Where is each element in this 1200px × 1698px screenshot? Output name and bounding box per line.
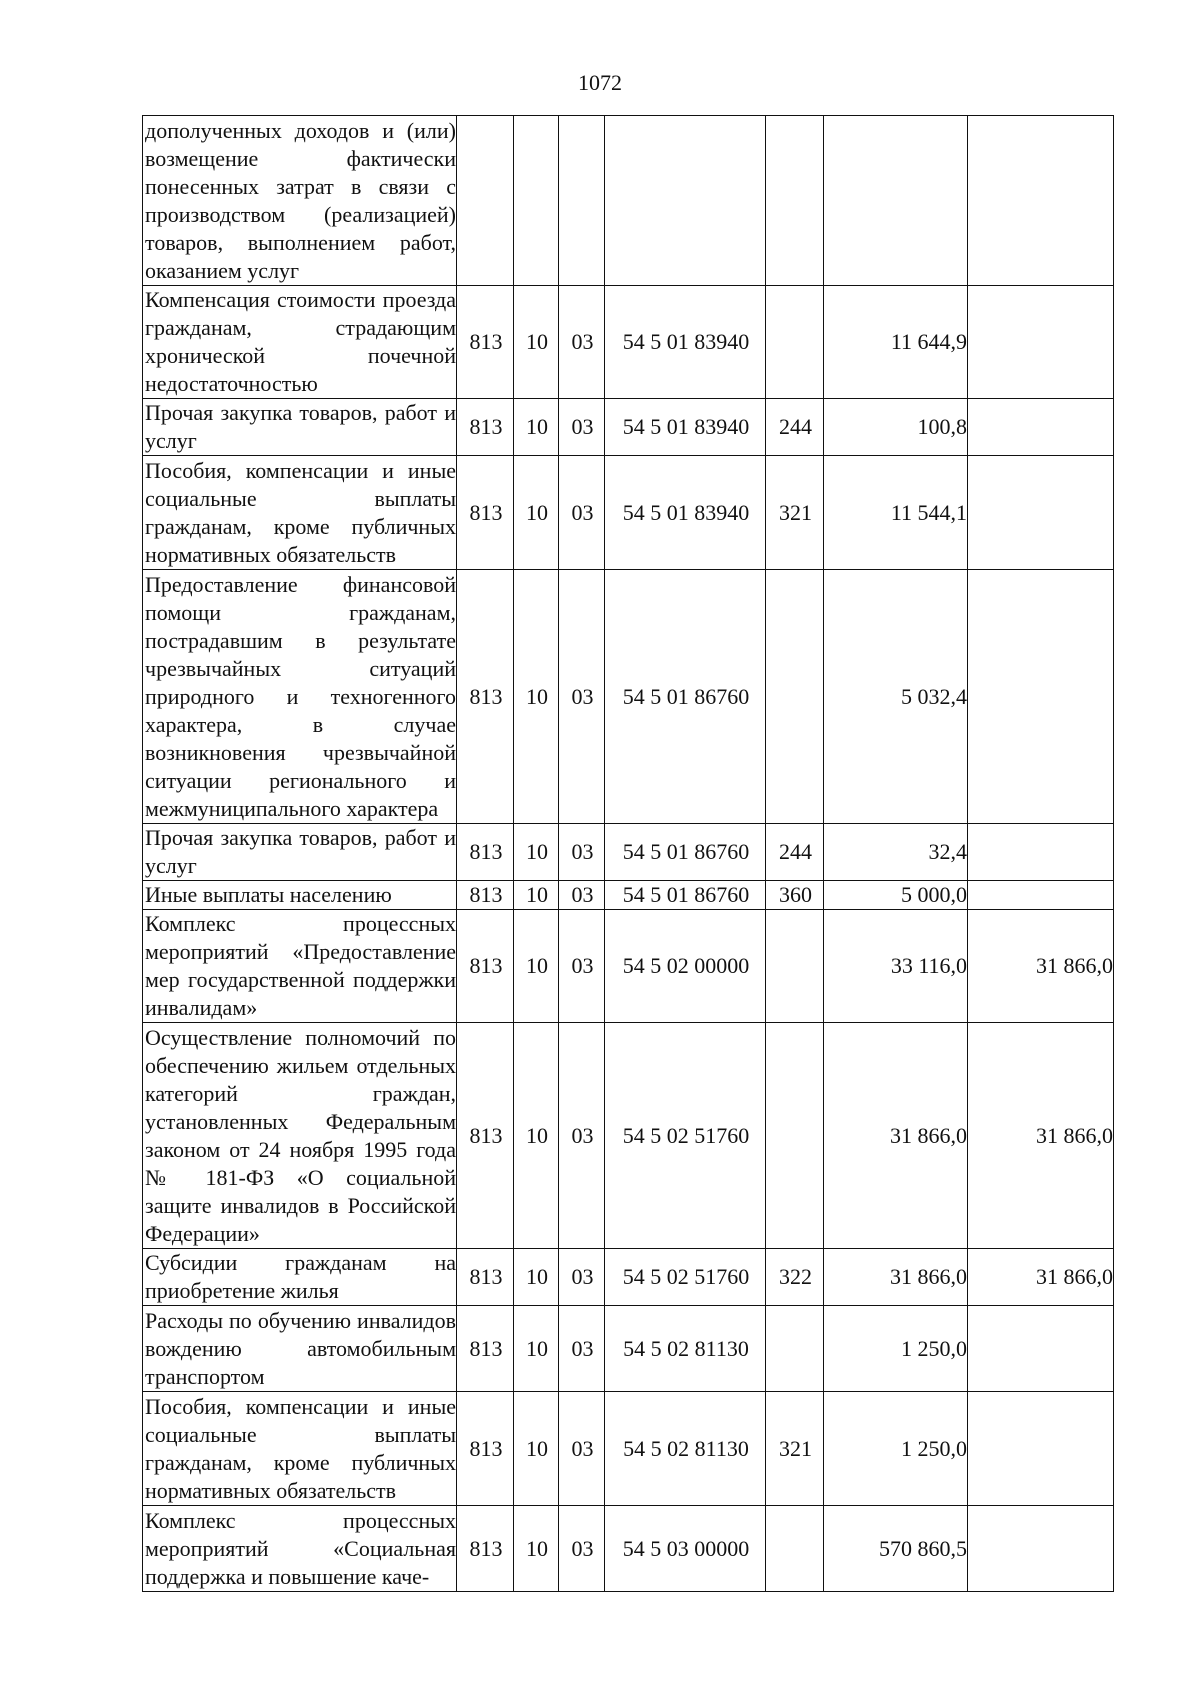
ministry-code-cell: 813 [457, 1306, 514, 1392]
expense-type-cell: 321 [766, 456, 824, 570]
ministry-code-cell: 813 [457, 1506, 514, 1592]
amount-cell: 5 032,4 [824, 570, 968, 824]
row-name-cell: Комплекс процессных мероприятий «Предоставление мер государственной поддержки инвалидам» [143, 910, 457, 1023]
amount-cell: 100,8 [824, 399, 968, 456]
expense-type-cell [766, 116, 824, 286]
target-article-cell: 54 5 01 83940 [605, 286, 766, 399]
amount-cell: 32,4 [824, 824, 968, 881]
row-name-cell: Пособия, компенсации и иные социальные выплаты гражданам, кроме публичных нормативных обязательств [143, 1392, 457, 1506]
amount-cell: 11 544,1 [824, 456, 968, 570]
target-article-cell: 54 5 02 81130 [605, 1306, 766, 1392]
expense-type-cell: 360 [766, 881, 824, 910]
expense-type-cell [766, 286, 824, 399]
subsection-code-cell: 03 [559, 456, 605, 570]
section-code-cell: 10 [514, 399, 559, 456]
row-name-cell: Прочая закупка товаров, работ и услуг [143, 824, 457, 881]
ministry-code-cell: 813 [457, 1023, 514, 1249]
ministry-code-cell: 813 [457, 399, 514, 456]
subsection-code-cell [559, 116, 605, 286]
subsection-code-cell: 03 [559, 1023, 605, 1249]
table-row [143, 910, 1114, 1023]
section-code-cell: 10 [514, 1392, 559, 1506]
subsection-code-cell: 03 [559, 1249, 605, 1306]
subsection-code-cell: 03 [559, 286, 605, 399]
section-code-cell: 10 [514, 910, 559, 1023]
table-row [143, 1392, 1114, 1506]
federal-amount-cell [968, 456, 1114, 570]
federal-amount-cell: 31 866,0 [968, 910, 1114, 1023]
section-code-cell: 10 [514, 1249, 559, 1306]
ministry-code-cell: 813 [457, 286, 514, 399]
table-row [143, 570, 1114, 824]
table-row [143, 881, 1114, 910]
section-code-cell: 10 [514, 286, 559, 399]
federal-amount-cell [968, 1306, 1114, 1392]
section-code-cell: 10 [514, 824, 559, 881]
ministry-code-cell: 813 [457, 456, 514, 570]
table-row [143, 1023, 1114, 1249]
row-name-cell: Предоставление финансовой помощи гражданам, пострадавшим в результате чрезвычайных ситуаций природного и техногенного характера, в случае возникновения чрезвычайной ситуации регионального и межмуниципального характера [143, 570, 457, 824]
target-article-cell: 54 5 03 00000 [605, 1506, 766, 1592]
federal-amount-cell [968, 881, 1114, 910]
federal-amount-cell [968, 570, 1114, 824]
row-name-cell: Комплекс процессных мероприятий «Социальная поддержка и повышение каче- [143, 1506, 457, 1592]
section-code-cell: 10 [514, 456, 559, 570]
federal-amount-cell [968, 1506, 1114, 1592]
ministry-code-cell: 813 [457, 881, 514, 910]
table-row [143, 824, 1114, 881]
federal-amount-cell [968, 286, 1114, 399]
federal-amount-cell [968, 399, 1114, 456]
target-article-cell: 54 5 01 86760 [605, 570, 766, 824]
row-name-cell: Пособия, компенсации и иные социальные выплаты гражданам, кроме публичных нормативных обязательств [143, 456, 457, 570]
subsection-code-cell: 03 [559, 881, 605, 910]
amount-cell: 1 250,0 [824, 1392, 968, 1506]
row-name-cell: Субсидии гражданам на приобретение жилья [143, 1249, 457, 1306]
target-article-cell [605, 116, 766, 286]
expense-type-cell [766, 1023, 824, 1249]
amount-cell [824, 116, 968, 286]
subsection-code-cell: 03 [559, 399, 605, 456]
expense-type-cell: 322 [766, 1249, 824, 1306]
section-code-cell: 10 [514, 1306, 559, 1392]
target-article-cell: 54 5 01 86760 [605, 881, 766, 910]
subsection-code-cell: 03 [559, 1306, 605, 1392]
row-name-cell: Компенсация стоимости проезда гражданам, страдающим хронической почечной недостаточностью [143, 286, 457, 399]
section-code-cell: 10 [514, 570, 559, 824]
page-number: 1072 [578, 70, 622, 95]
federal-amount-cell: 31 866,0 [968, 1249, 1114, 1306]
ministry-code-cell: 813 [457, 824, 514, 881]
expense-type-cell [766, 1506, 824, 1592]
table-row [143, 116, 1114, 286]
amount-cell: 31 866,0 [824, 1023, 968, 1249]
subsection-code-cell: 03 [559, 824, 605, 881]
expense-type-cell: 244 [766, 399, 824, 456]
section-code-cell [514, 116, 559, 286]
target-article-cell: 54 5 02 81130 [605, 1392, 766, 1506]
expense-type-cell [766, 910, 824, 1023]
row-name-cell: Расходы по обучению инвалидов вождению автомобильным транспортом [143, 1306, 457, 1392]
section-code-cell: 10 [514, 1023, 559, 1249]
federal-amount-cell [968, 1392, 1114, 1506]
target-article-cell: 54 5 01 86760 [605, 824, 766, 881]
federal-amount-cell: 31 866,0 [968, 1023, 1114, 1249]
target-article-cell: 54 5 02 51760 [605, 1249, 766, 1306]
federal-amount-cell [968, 116, 1114, 286]
table-row [143, 456, 1114, 570]
section-code-cell: 10 [514, 1506, 559, 1592]
row-name-cell: Прочая закупка товаров, работ и услуг [143, 399, 457, 456]
expense-type-cell: 244 [766, 824, 824, 881]
ministry-code-cell [457, 116, 514, 286]
amount-cell: 11 644,9 [824, 286, 968, 399]
budget-table [142, 115, 1114, 1592]
amount-cell: 33 116,0 [824, 910, 968, 1023]
federal-amount-cell [968, 824, 1114, 881]
table-row [143, 286, 1114, 399]
expense-type-cell [766, 1306, 824, 1392]
amount-cell: 1 250,0 [824, 1306, 968, 1392]
row-name-cell: Осуществление полномочий по обеспечению жильем отдельных категорий граждан, установленных Федеральным законом от 24 ноября 1995 года № 181-ФЗ «О социальной защите инвалидов в Российской Федерации» [143, 1023, 457, 1249]
row-name-cell: Иные выплаты населению [143, 881, 457, 910]
subsection-code-cell: 03 [559, 1392, 605, 1506]
ministry-code-cell: 813 [457, 570, 514, 824]
ministry-code-cell: 813 [457, 1249, 514, 1306]
target-article-cell: 54 5 01 83940 [605, 399, 766, 456]
amount-cell: 570 860,5 [824, 1506, 968, 1592]
table-row [143, 1506, 1114, 1592]
row-name-cell: дополученных доходов и (или) возмещение фактически понесенных затрат в связи с производством (реализацией) товаров, выполнением работ, оказанием услуг [143, 116, 457, 286]
table-row [143, 1249, 1114, 1306]
table-row [143, 1306, 1114, 1392]
section-code-cell: 10 [514, 881, 559, 910]
target-article-cell: 54 5 02 51760 [605, 1023, 766, 1249]
ministry-code-cell: 813 [457, 910, 514, 1023]
amount-cell: 5 000,0 [824, 881, 968, 910]
table-row [143, 399, 1114, 456]
target-article-cell: 54 5 01 83940 [605, 456, 766, 570]
subsection-code-cell: 03 [559, 910, 605, 1023]
subsection-code-cell: 03 [559, 1506, 605, 1592]
expense-type-cell: 321 [766, 1392, 824, 1506]
ministry-code-cell: 813 [457, 1392, 514, 1506]
target-article-cell: 54 5 02 00000 [605, 910, 766, 1023]
expense-type-cell [766, 570, 824, 824]
amount-cell: 31 866,0 [824, 1249, 968, 1306]
subsection-code-cell: 03 [559, 570, 605, 824]
